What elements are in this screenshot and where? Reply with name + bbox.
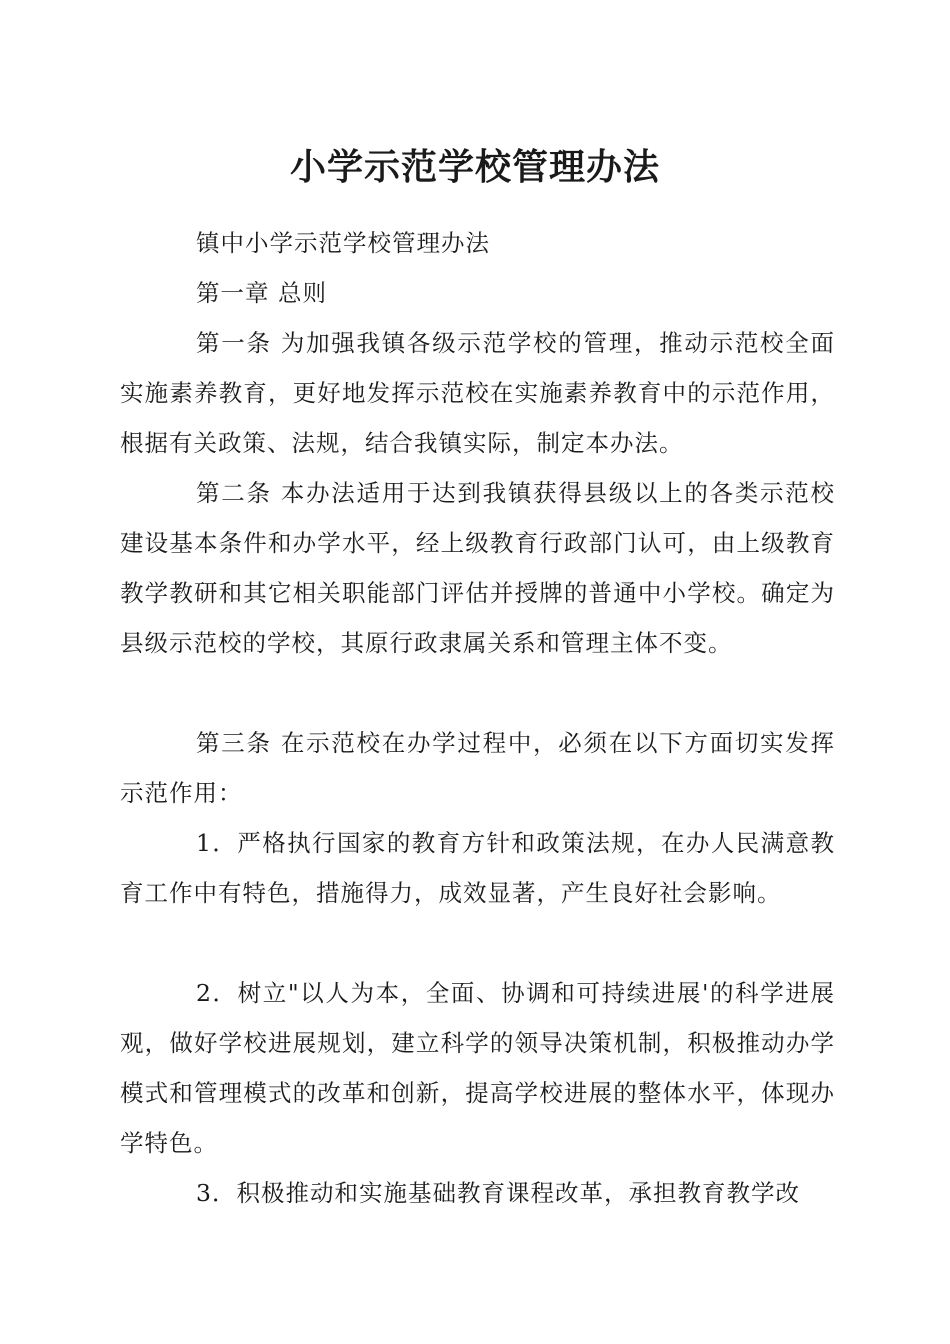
chapter-heading: 第一章 总则: [196, 279, 327, 307]
list-item-3: 3．积极推动和实施基础教育课程改革，承担教育教学改: [196, 1179, 800, 1207]
list-item-1: 1．严格执行国家的教育方针和政策法规，在办人民满意教育工作中有特色，措施得力，成效显著，产生良好社会影响。: [120, 829, 835, 907]
blank-line: [120, 918, 835, 968]
subtitle-paragraph: 镇中小学示范学校管理办法: [196, 229, 490, 257]
list-item-2: 2．树立"以人为本，全面、协调和可持续进展'的科学进展观，做好学校进展规划，建立科学的领导决策机制，积极推动办学模式和管理模式的改革和创新，提高学校进展的整体水平，体现办学特色。: [120, 979, 835, 1157]
blank-line: [120, 668, 835, 718]
document-title: 小学示范学校管理办法: [289, 147, 660, 188]
article-2-paragraph: 第二条 本办法适用于达到我镇获得县级以上的各类示范校建设基本条件和办学水平，经上级教育行政部门认可，由上级教育教学教研和其它相关职能部门评估并授牌的普通中小学校。确定为县级示范校的学校，其原行政隶属关系和管理主体不变。: [120, 479, 835, 657]
document-body: [120, 218, 835, 1218]
article-3-paragraph: 第三条 在示范校在办学过程中，必须在以下方面切实发挥示范作用：: [120, 729, 835, 807]
article-1-paragraph: 第一条 为加强我镇各级示范学校的管理，推动示范校全面实施素养教育，更好地发挥示范校在实施素养教育中的示范作用，根据有关政策、法规，结合我镇实际，制定本办法。: [120, 329, 835, 457]
